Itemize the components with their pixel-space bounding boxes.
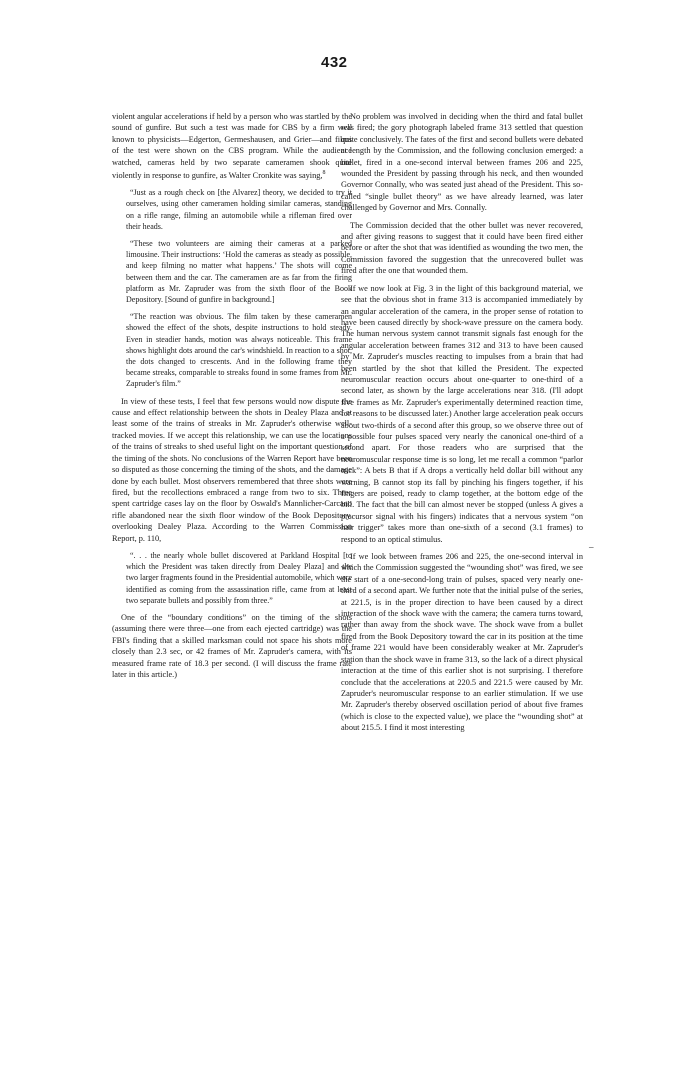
paragraph: No problem was involved in deciding when the third and fatal bullet was fired; the gory photograph labeled frame 313 settled that question quite conclusively. The fates of the first and second bullets were debated at length by the Commission, and the following conclusion emerged: a bullet, fired in a one-second interval between frames 206 and 225, wounded the President by passing through his neck, and then wounded Governor Connally, who was seated just ahead of the President. This so-called “single bullet theory” as we have already learned, was later challenged by Governor and Mrs. Connally. [341,112,583,213]
paragraph: One of the “boundary conditions” on the timing of the shots (assuming there were three—one from each ejected cartridge) was the FBI's finding that a skilled marksman could not space his shots more closely than 2.3 sec, or 42 frames of Mr. Zapruder's camera, with its measured frame rate of 18.3 per second. (I will discuss the frame rate later in this article.) [112,612,352,679]
page-number: 432 [321,54,348,71]
paragraph: The Commission decided that the other bullet was never recovered, and after giving reasons to suggest that it could have been fired either before or after the shot that was identified as wounding the two men, the Commission favored the suggestion that the unrecovered bullet was fired after the one that wounded them. [341,220,583,276]
paragraph-text: violent angular accelerations if held by a person who was startled by the sound of gunfire. But such a test was made for CBS by a firm well known to physicists—Edgerton, Germeshausen, and Grier—and films of the test were shown on the CBS program. While the audience watched, cameras held by two separate cameramen shook quite violently in response to gunfire, as Walter Cronkite was saying, [112,112,352,180]
footnote-marker: 8 [322,170,326,177]
block-quote: “Just as a rough check on [the Alvarez] theory, we decided to try it ourselves, using other cameramen holding similar cameras, standing on a rifle range, filming an automobile while a rifleman fired over their heads. [126,188,352,231]
paragraph: If we now look at Fig. 3 in the light of this background material, we see that the obvious shot in frame 313 is accompanied immediately by an angular acceleration of the camera, in the proper sense of rotation to have been caused directly by shock-wave pressure on the camera body. The human nervous system cannot transmit signals fast enough for the angular acceleration between frames 312 and 313 to have been caused by Mr. Zapruder's muscles reacting to impulses from a brain that had been startled by the shot that killed the President. The expected neuromuscular reaction occurs about one-quarter to one-third of a second later, as shown by the large accelerations near 318. (I'll adopt five frames as Mr. Zapruder's experimentally determined reaction time, for reasons to be discussed later.) Another large acceleration peak occurs about two-thirds of a second after this group, so we observe three out of a possible four pulses spaced very nearly the canonical one-third of a second apart. For those readers who are surprised that the neuromuscular response time is so long, let me recall a common “parlor trick”: A bets B that if A drops a vertically held dollar bill without any warning, B cannot stop its fall by pinching his fingers together, if his fingers are poised, ready to clamp together, at the bottom edge of the bill. The fact that the bill can almost never be stopped (unless A gives a precursor signal with his fingers) indicates that a nervous system “on hair trigger” takes more than one-sixth of a second (3.1 frames) to respond to an optical stimulus. [341,283,583,544]
paragraph: If we look between frames 206 and 225, the one-second interval in which the Commission suggested the “wounding shot” was fired, we see the start of a one-second-long train of pulses, spaced very nearly one-third of a second apart. We further note that the initial pulse of the series, at 221.5, is in the proper direction to have been caused by a direct interaction of the shock wave with the camera; the camera turns toward, rather than away from the shock wave. The shock wave from a bullet fired from the Book Depository toward the car in its position at the time of frame 221 would have been considerably weaker at Mr. Zapruder's station than the shock wave in frame 313, so the lack of a direct physical interaction at the time of this earlier shot is not surprising. I therefore conclude that the accelerations at 220.5 and 221.5 were caused by Mr. Zapruder's neuromuscular response to an earlier stimulation. If we use Mr. Zapruder's thereby observed oscillation period of about five frames (which is close to the expected value), we place the “wounding shot” at about 215.5. I find it most interesting [341,552,584,733]
left-column [112,111,352,686]
block-quote: “These two volunteers are aiming their cameras at a parked limousine. Their instructions: ‘Hold the cameras as steady as possible, and keep filming no matter what happens.’ The shots will come between them and the car. The cameramen are as far from the firing platform as Mr. Zapruder was from the sixth floor of the Book Depository. [Sound of gunfire in background.] [126,239,352,305]
right-column [341,111,583,740]
paragraph [112,111,352,181]
margin-mark: – [589,542,594,552]
paragraph: In view of these tests, I feel that few persons would now dispute the cause and effect relationship between the shots in Dealey Plaza and at least some of the trains of streaks in Mr. Zapruder's otherwise well-tracked movies. If we accept this relationship, we can use the locations of the trains of streaks to shed useful light on the important question of the timing of the shots. No conclusions of the Warren Report have been so disputed as those concerning the timing of the shots, and the damage done by each bullet. Most observers remembered that three shots were fired, but the recollections embraced a range from two to six. Three spent cartridge cases lay on the floor by Oswald's Mannlicher-Carcano rifle abandoned near the sixth floor window of the Book Depository, overlooking Dealey Plaza. According to the Warren Commission Report, p. 110, [112,396,352,543]
block-quote: “The reaction was obvious. The film taken by these cameramen showed the effect of the shots, despite instructions to hold steady. Even in steadier hands, motion was always noticeable. This frame shows highlight dots around the car's windshield. In reaction to a shot, the dots changed to crescents. And in the following frame they became streaks, comparable to streaks found in some frames from Mr. Zapruder's film.” [126,312,352,389]
block-quote: “. . . the nearly whole bullet discovered at Parkland Hospital [to which the President was taken directly from Dealey Plaza] and the two larger fragments found in the Presidential automobile, which were identified as coming from the assassination rifle, came from at least two separate bullets and possibly from three.” [126,550,353,605]
